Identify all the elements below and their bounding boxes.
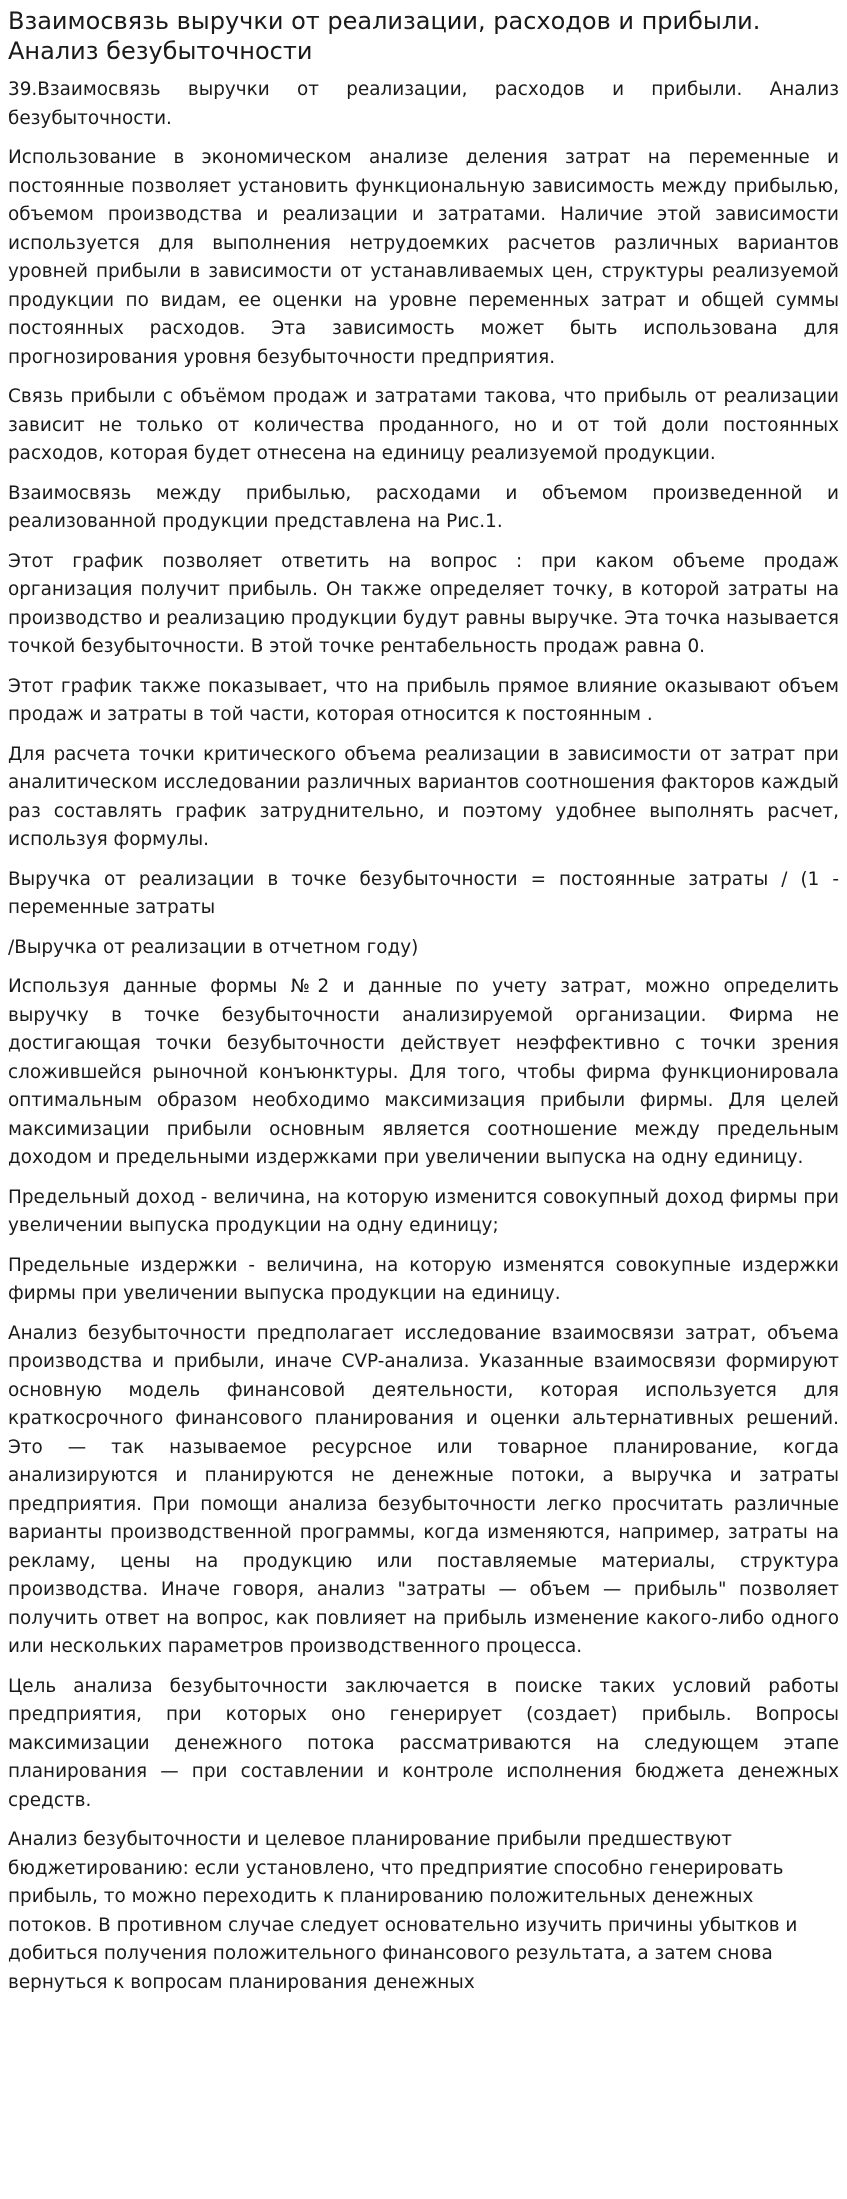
paragraph-form-data: Используя данные формы №2 и данные по учету затрат, можно определить выручку в точке безубыточности анализируемой организации. Фирма не достигающая точки безубыточности действует неэффективно с точки зрения сложившейся рыночной конъюнктуры. Для того, чтобы фирма функционировала оптимальным образом необходимо максимизация прибыли фирмы. Для целей максимизации прибыли основным является соотношение между предельным доходом и предельными издержками при увеличении выпуска на одну единицу. bbox=[8, 976, 839, 1168]
paragraph-cost-division: Использование в экономическом анализе деления затрат на переменные и постоянные позволяет установить функциональную зависимость между прибылью, объемом производства и реализации и затратами. Наличие этой зависимости используется для выполнения нетрудоемких расчетов различных вариантов уровней прибыли в зависимости от устанавливаемых цен, структуры реализуемой продукции по видам, ее оценки на уровне переменных затрат и общей суммы постоянных расходов. Эта зависимость может быть использована для прогнозирования уровня безубыточности предприятия. bbox=[8, 147, 839, 368]
paragraph-break-even-point: Этот график позволяет ответить на вопрос : при каком объеме продаж организация получит прибыль. Он также определяет точку, в которой затраты на производство и реализацию продукции будут равны выручке. Эта точка называется точкой безубыточности. В этой точке рентабельность продаж равна 0. bbox=[8, 550, 839, 657]
paragraph-budgeting: Анализ безубыточности и целевое планирование прибыли предшествуют бюджетированию: если установлено, что предприятие способно генерировать прибыль, то можно переходить к планированию положительных денежных потоков. В противном случае следует основательно изучить причины убытков и добиться получения положительного финансового результата, а затем снова вернуться к вопросам планирования денежных bbox=[8, 1829, 798, 1993]
paragraph-marginal-revenue: Предельный доход - величина, на которую изменится совокупный доход фирмы при увеличении выпуска продукции на одну единицу; bbox=[8, 1186, 839, 1236]
paragraph-cvp-analysis: Анализ безубыточности предполагает исследование взаимосвязи затрат, объема производства и прибыли, иначе CVP-анализа. Указанные взаимосвязи формируют основную модель финансовой деятельности, которая используется для краткосрочного финансового планирования и оценки альтернативных решений. Это — так называемое ресурсное или товарное планирование, когда анализируются и планируются не денежные потоки, а выручка и затраты предприятия. При помощи анализа безубыточности легко просчитать различные варианты производственной программы, когда изменяются, например, затраты на рекламу, цены на продукцию или поставляемые материалы, структура производства. Иначе говоря, анализ "затраты — объем — прибыль" позволяет получить ответ на вопрос, как повлияет на прибыль изменение какого-либо одного или нескольких параметров производственного процесса. bbox=[8, 1322, 839, 1657]
paragraph-formula-line-1: Выручка от реализации в точке безубыточности = постоянные затраты / (1 - переменные затраты bbox=[8, 868, 839, 918]
paragraph-analysis-goal: Цель анализа безубыточности заключается в поиске таких условий работы предприятия, при которых оно генерирует (создает) прибыль. Вопросы максимизации денежного потока рассматриваются на следующем этапе планирования — при составлении и контроле исполнения бюджета денежных средств. bbox=[8, 1675, 839, 1811]
paragraph-graph-influence: Этот график также показывает, что на прибыль прямое влияние оказывают объем продаж и затраты в той части, которая относится к постоянным . bbox=[8, 675, 839, 725]
paragraph-profit-relation: Связь прибыли с объёмом продаж и затратами такова, что прибыль от реализации зависит не только от количества проданного, но и от той доли постоянных расходов, которая будет отнесена на единицу реализуемой продукции. bbox=[8, 386, 839, 464]
paragraph-intro: 39.Взаимосвязь выручки от реализации, расходов и прибыли. Анализ безубыточности. bbox=[8, 79, 839, 129]
paragraph-formula-line-2: /Выручка от реализации в отчетном году) bbox=[8, 936, 419, 958]
paragraph-figure-reference: Взаимосвязь между прибылью, расходами и объемом произведенной и реализованной продукции представлена на Рис.1. bbox=[8, 482, 839, 532]
paragraph-marginal-cost: Предельные издержки - величина, на которую изменятся совокупные издержки фирмы при увеличении выпуска продукции на единицу. bbox=[8, 1254, 839, 1304]
page-title: Взаимосвязь выручки от реализации, расходов и прибыли. Анализ безубыточности bbox=[8, 7, 761, 65]
paragraph-calculation-method: Для расчета точки критического объема реализации в зависимости от затрат при аналитическом исследовании различных вариантов соотношения факторов каждый раз составлять график затруднительно, и поэтому удобнее выполнять расчет, используя формулы. bbox=[8, 743, 839, 850]
